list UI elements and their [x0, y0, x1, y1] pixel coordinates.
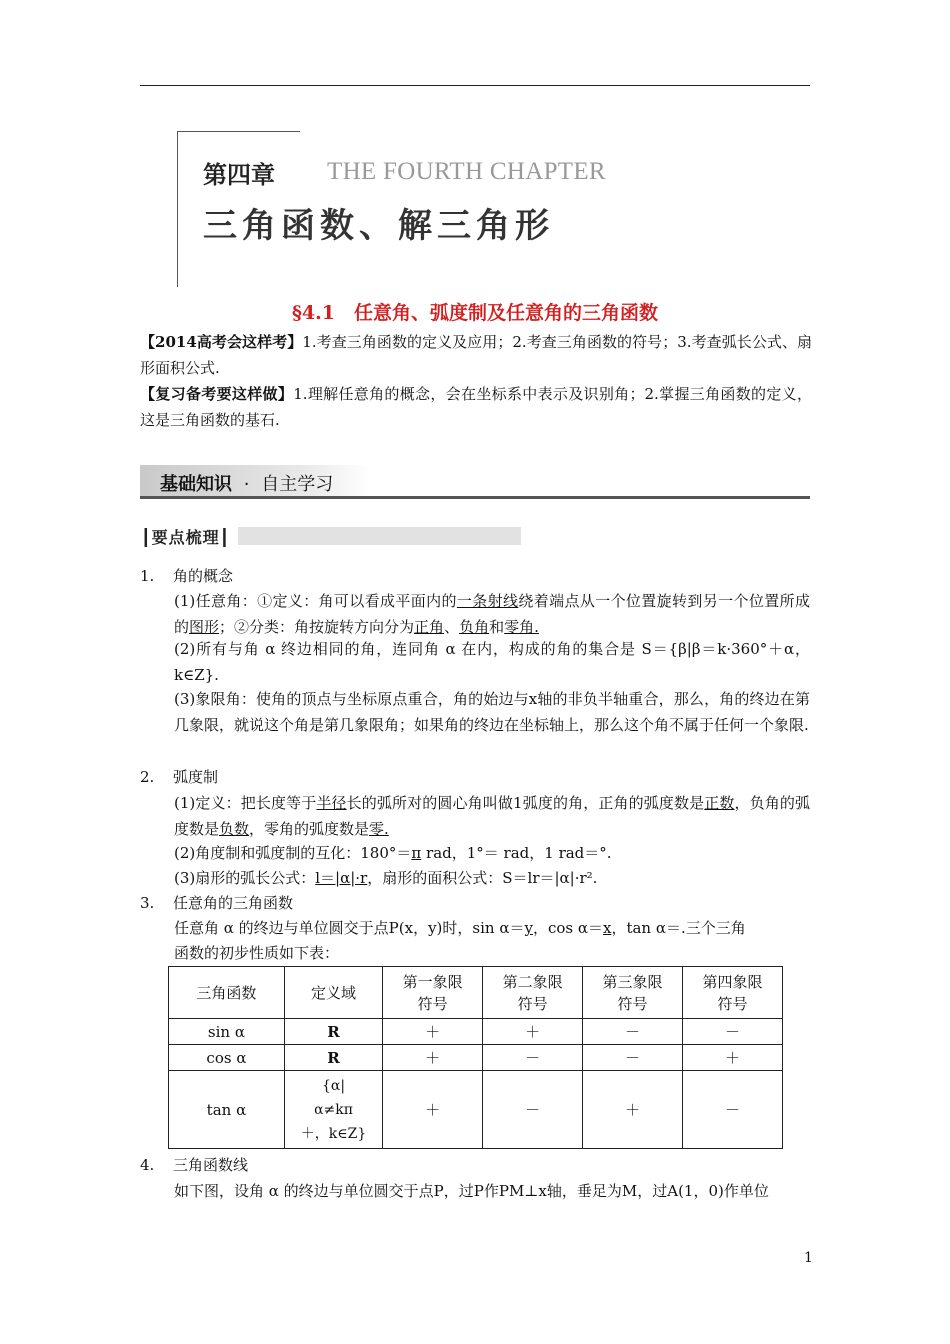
table-cell-domain: {α| α≠kπ ＋，k∈Z}	[284, 1071, 382, 1149]
table-row	[169, 1071, 783, 1149]
item-4-number: 4.	[140, 1156, 155, 1174]
table-cell-function: cos α	[169, 1045, 285, 1071]
item-1-para-3: (3)象限角：使角的顶点与坐标原点重合，角的始边与x轴的非负半轴重合，那么，角的终边在第几象限，就说这个角是第几象限角；如果角的终边在坐标轴上，那么这个角不属于任何一个象限.	[174, 690, 810, 734]
page-number: 1	[804, 1250, 813, 1266]
item-2-title: 弧度制	[173, 768, 219, 786]
item-2-para-2: (2)角度制和弧度制的互化：180°＝π rad，1°＝ rad，1 rad＝°.	[174, 844, 612, 862]
item-1-title: 角的概念	[173, 567, 234, 585]
table-cell-sign: －	[583, 1045, 683, 1071]
top-rule	[140, 85, 810, 86]
item-3-number: 3.	[140, 894, 155, 912]
item-3-para-2: 函数的初步性质如下表：	[174, 944, 340, 962]
table-cell-sign: ＋	[383, 1019, 483, 1045]
item-1-para-2: (2)所有与角 α 终边相同的角，连同角 α 在内，构成的角的集合是 S＝{β|β＝k·360°＋α，k∈Z}.	[174, 640, 810, 684]
key-points-label: ┃要点梳理┃	[141, 528, 231, 547]
table-row	[169, 1045, 783, 1071]
table-cell-sign: －	[683, 1019, 783, 1045]
band-bold-text: 基础知识	[160, 474, 232, 495]
table-cell-sign: ＋	[683, 1045, 783, 1071]
table-cell-sign: －	[583, 1019, 683, 1045]
table-cell-sign: ＋	[383, 1045, 483, 1071]
table-row	[169, 1019, 783, 1045]
chapter-title: 三角函数、解三角形	[203, 206, 554, 246]
band-dot: ·	[243, 474, 250, 495]
item-1-para-1: (1)任意角：①定义：角可以看成平面内的一条射线绕着端点从一个位置旋转到另一个位置所成的图形；②分类：角按旋转方向分为正角、负角和零角.	[174, 592, 810, 636]
exam-note-text: 1.考查三角函数的定义及应用；2.考查三角函数的符号；3.考查弧长公式、扇形面积公式.	[140, 333, 812, 377]
table-cell-sign: ＋	[483, 1019, 583, 1045]
key-points-bar	[238, 527, 521, 545]
table-cell-domain: R	[284, 1019, 382, 1045]
chapter-english: THE FOURTH CHAPTER	[327, 158, 606, 185]
exam-note-label: 【2014高考会这样考】	[140, 333, 303, 351]
table-cell-function: sin α	[169, 1019, 285, 1045]
trig-sign-table	[168, 966, 783, 1149]
table-cell-sign: －	[483, 1045, 583, 1071]
section-band-rule	[140, 496, 810, 499]
table-header-cell: 定义域	[284, 967, 382, 1019]
table-cell-function: tan α	[169, 1071, 285, 1149]
chapter-number: 第四章	[203, 161, 275, 189]
item-4-title: 三角函数线	[173, 1156, 249, 1174]
table-cell-sign: ＋	[383, 1071, 483, 1149]
item-2-para-3: (3)扇形的弧长公式：l＝|α|·r，扇形的面积公式：S＝lr＝|α|·r².	[174, 869, 598, 887]
table-header-cell: 第四象限 符号	[683, 967, 783, 1019]
item-3-para-1: 任意角 α 的终边与单位圆交于点P(x，y)时，sin α＝y，cos α＝x，tan α＝.三个三角	[174, 919, 746, 937]
table-header-cell: 第二象限 符号	[483, 967, 583, 1019]
exam-note-1	[140, 329, 812, 381]
band-rest-text: 自主学习	[261, 474, 334, 495]
table-header-row	[169, 967, 783, 1019]
table-cell-sign: －	[483, 1071, 583, 1149]
item-1-number: 1.	[140, 567, 155, 585]
exam-note-2	[140, 381, 812, 433]
section-title: §4.1 任意角、弧度制及任意角的三角函数	[292, 302, 658, 324]
item-3-title: 任意角的三角函数	[173, 894, 294, 912]
table-header-cell: 三角函数	[169, 967, 285, 1019]
exam-note-text: 1.理解任意角的概念，会在坐标系中表示及识别角；2.掌握三角函数的定义，这是三角函数的基石.	[140, 385, 812, 429]
exam-note-label: 【复习备考要这样做】	[140, 385, 294, 403]
section-band-heading	[160, 470, 333, 496]
table-cell-sign: －	[683, 1071, 783, 1149]
table-header-cell: 第一象限 符号	[383, 967, 483, 1019]
item-2-number: 2.	[140, 768, 155, 786]
item-2-para-1: (1)定义：把长度等于半径长的弧所对的圆心角叫做1弧度的角，正角的弧度数是正数，负角的弧度数是负数，零角的弧度数是零.	[174, 794, 811, 838]
table-header-cell: 第三象限 符号	[583, 967, 683, 1019]
table-cell-sign: ＋	[583, 1071, 683, 1149]
table-cell-domain: R	[284, 1045, 382, 1071]
item-4-para-1: 如下图，设角 α 的终边与单位圆交于点P，过P作PM⊥x轴，垂足为M，过A(1，0)作单位	[174, 1182, 769, 1200]
